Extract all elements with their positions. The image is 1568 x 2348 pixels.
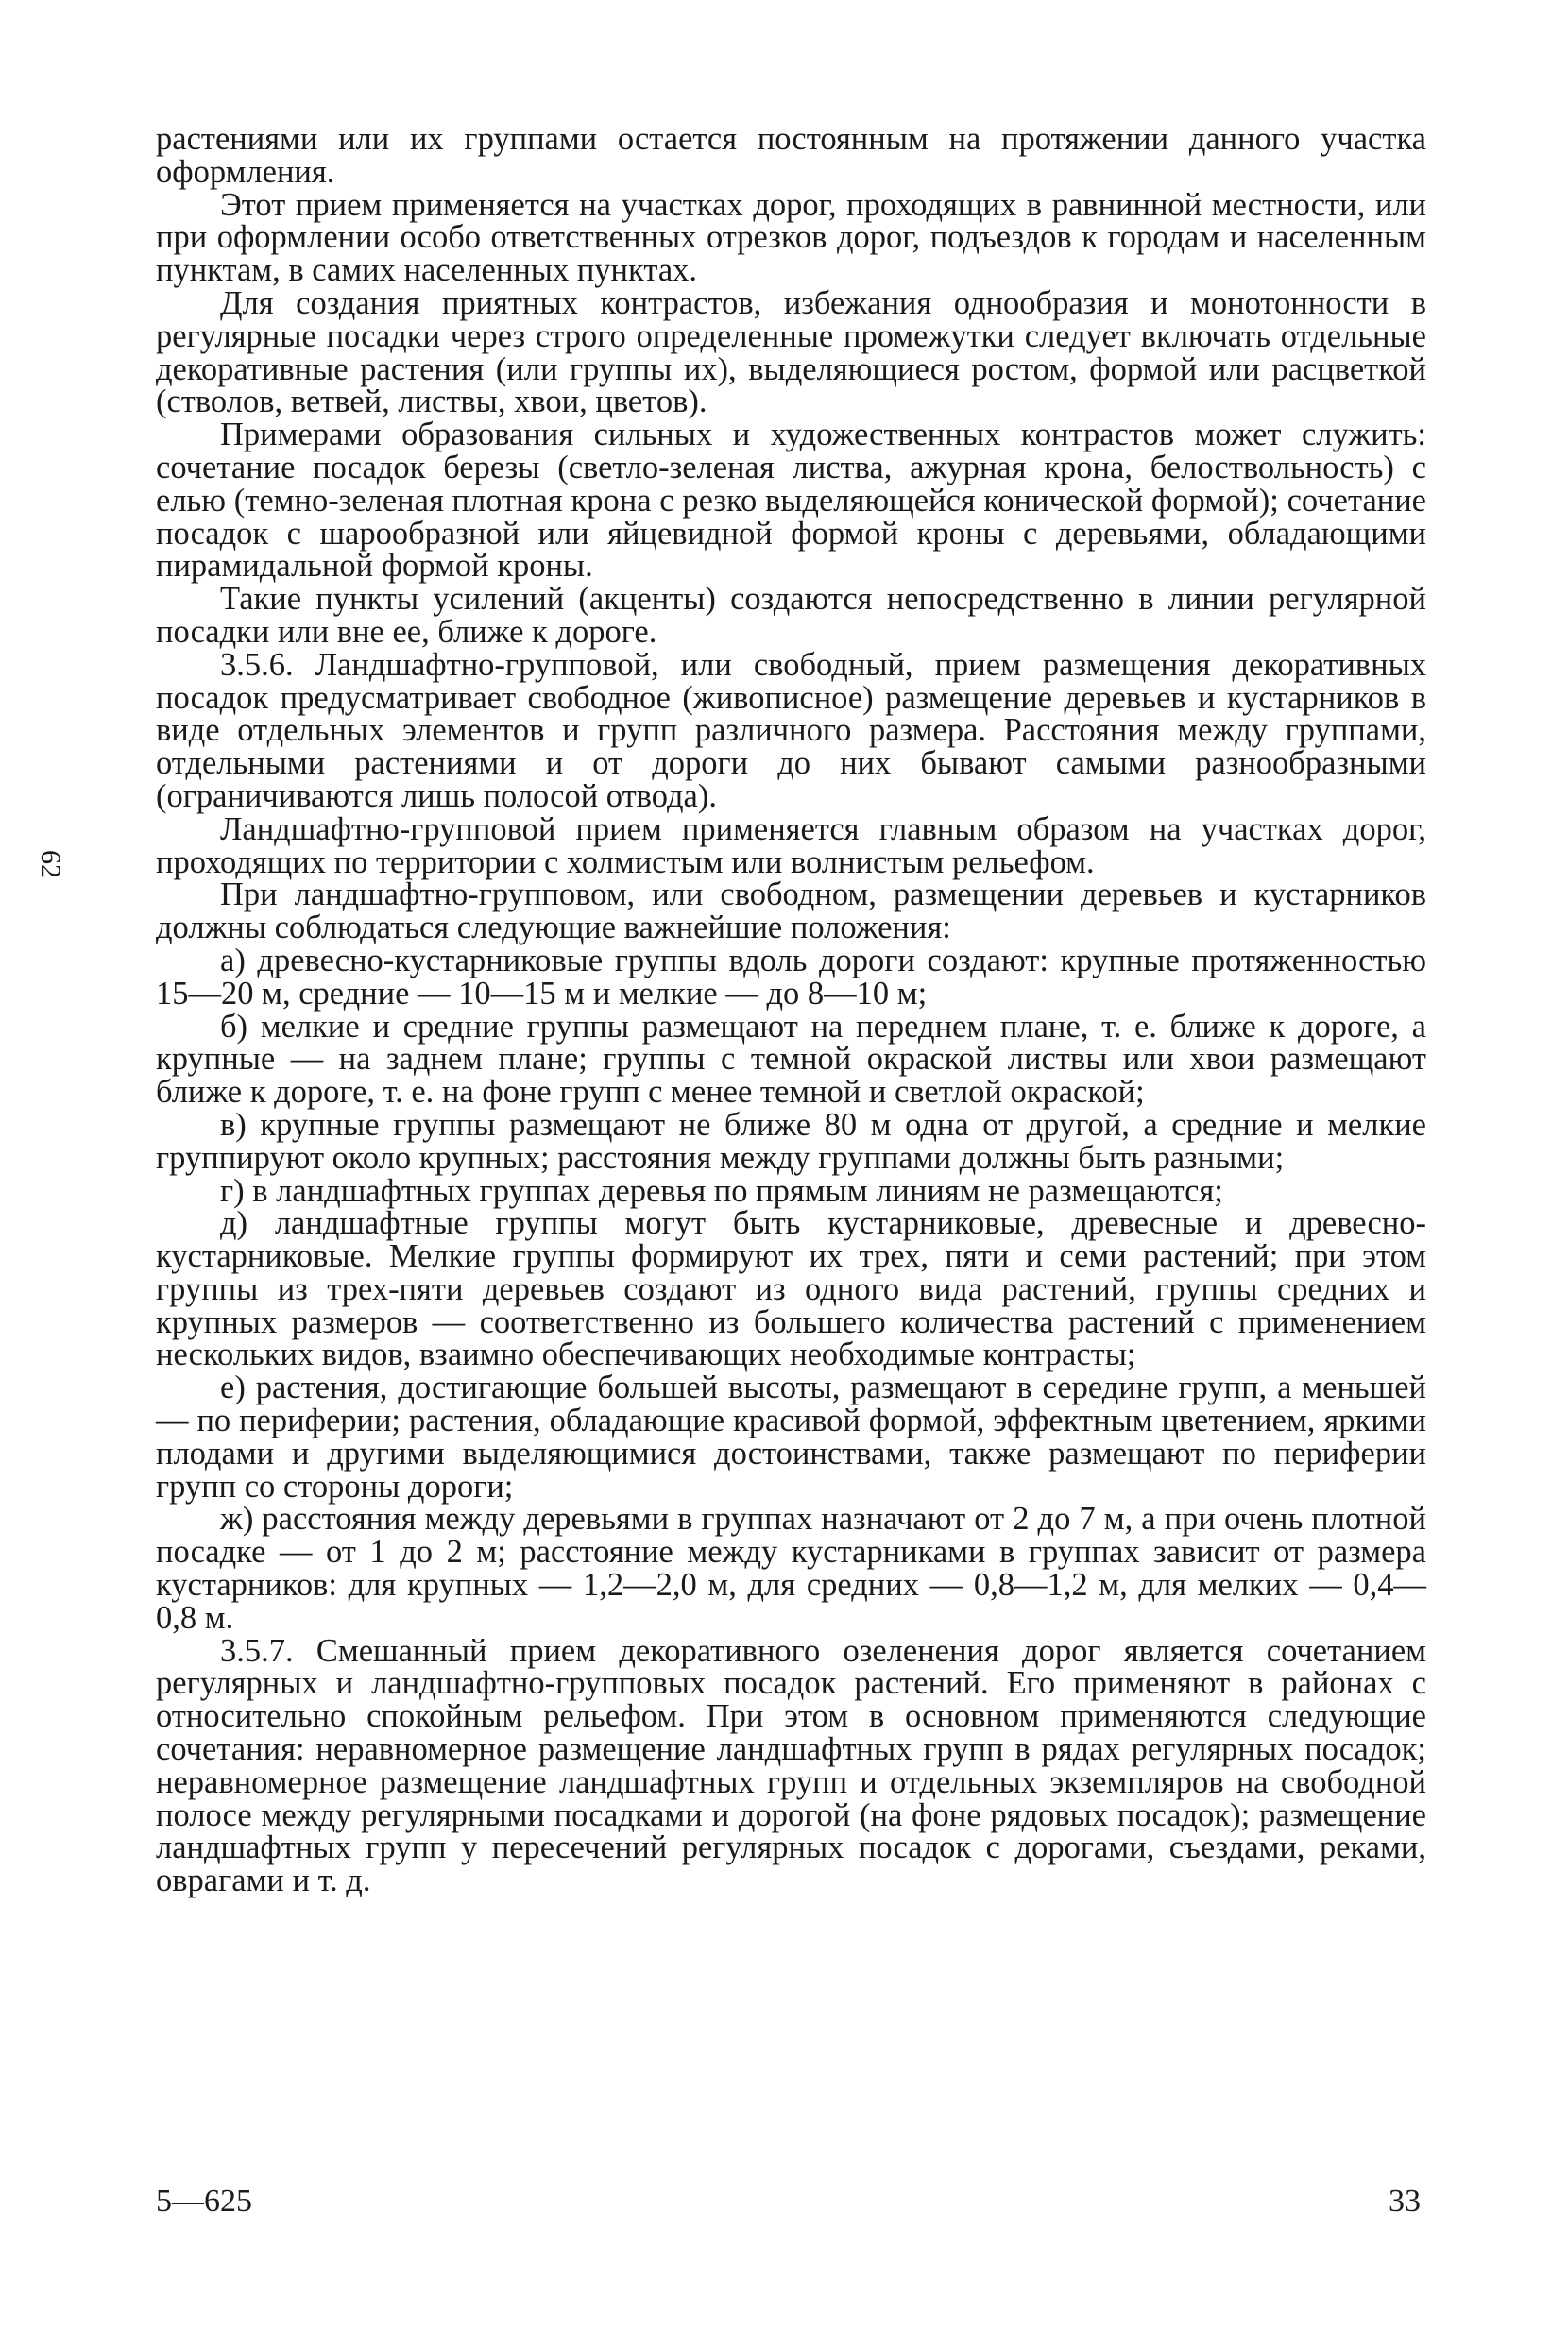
- page-number: 33: [1389, 2184, 1421, 2219]
- paragraph: 3.5.7. Смешанный прием декоративного озеленения дорог является сочетанием регулярных и ландшафтно-групповых посадок растений. Его применяют в районах с относительно спокойным рельефом. При этом в основном применяются следующие сочетания: неравномерное размещение ландшафтных групп в рядах регулярных посадок; неравномерное размещение ландшафтных групп и отдельных экземпляров на свободной полосе между регулярными посадками и дорогой (на фоне рядовых посадок); размещение ландшафтных групп у пересечений регулярных посадок с дорогами, съездами, реками, оврагами и т. д.: [156, 1632, 1426, 1899]
- paragraph: д) ландшафтные группы могут быть кустарниковые, древесные и древесно-кустарниковые. Мелкие группы формируют их трех, пяти и семи растений; при этом группы из трех-пяти деревьев создают из одного вида растений, группы средних и крупных размеров — соответственно из большего количества растений с применением нескольких видов, взаимно обеспечивающих необходимые контрасты;: [156, 1205, 1426, 1373]
- paragraph: в) крупные группы размещают не ближе 80 м одна от другой, а средние и мелкие группируют около крупных; расстояния между группами должны быть разными;: [156, 1106, 1426, 1176]
- paragraph: е) растения, достигающие большей высоты, размещают в середине групп, а меньшей — по периферии; растения, обладающие красивой формой, эффектным цветением, яркими плодами и другими выделяющимися достоинствами, также размещают по периферии групп со стороны дороги;: [156, 1370, 1426, 1505]
- paragraph: а) древесно-кустарниковые группы вдоль дороги создают: крупные протяженностью 15—20 м, средние — 10—15 м и мелкие — до 8—10 м;: [156, 942, 1426, 1012]
- paragraph: Примерами образования сильных и художественных контрастов может служить: сочетание посадок березы (светло-зеленая листва, ажурная крона, белоствольность) с елью (темно-зеленая плотная крона с резко выделяющейся конической формой); сочетание посадок с шарообразной или яйцевидной формой кроны с деревьями, обладающими пирамидальной формой кроны.: [156, 417, 1426, 585]
- body-text: [156, 123, 1426, 1897]
- paragraph: Такие пункты усилений (акценты) создаются непосредственно в линии регулярной посадки или вне ее, ближе к дороге.: [156, 581, 1426, 650]
- paragraph: Для создания приятных контрастов, избежания однообразия и монотонности в регулярные посадки через строго определенные промежутки следует включать отдельные декоративные растения (или группы их), выделяющиеся ростом, формой или расцветкой (стволов, ветвей, листвы, хвои, цветов).: [156, 284, 1426, 420]
- margin-page-number: 62: [35, 850, 66, 878]
- paragraph: При ландшафтно-групповом, или свободном, размещении деревьев и кустарников должны соблюдаться следующие важнейшие положения:: [156, 876, 1426, 946]
- paragraph: Ландшафтно-групповой прием применяется главным образом на участках дорог, проходящих по территории с холмистым или волнистым рельефом.: [156, 810, 1426, 880]
- paragraph: б) мелкие и средние группы размещают на переднем плане, т. е. ближе к дороге, а крупные — на заднем плане; группы с темной окраской листвы или хвои размещают ближе к дороге, т. е. на фоне групп с менее темной и светлой окраской;: [156, 1008, 1426, 1111]
- paragraph: растениями или их группами остается постоянным на протяжении данного участка оформления.: [156, 121, 1426, 190]
- paragraph: 3.5.6. Ландшафтно-групповой, или свободный, прием размещения декоративных посадок предусматривает свободное (живописное) размещение деревьев и кустарников в виде отдельных элементов и групп различного размера. Расстояния между группами, отдельными растениями и от дороги до них бывают самыми разнообразными (ограничиваются лишь полосой отвода).: [156, 646, 1426, 814]
- signature-mark: 5—625: [156, 2184, 252, 2219]
- paragraph: Этот прием применяется на участках дорог, проходящих в равнинной местности, или при оформлении особо ответственных отрезков дорог, подъездов к городам и населенным пунктам, в самих населенных пунктах.: [156, 186, 1426, 289]
- paragraph: ж) расстояния между деревьями в группах назначают от 2 до 7 м, а при очень плотной посадке — от 1 до 2 м; расстояние между кустарниками в группах зависит от размера кустарников: для крупных — 1,2—2,0 м, для средних — 0,8—1,2 м, для мелких — 0,4—0,8 м.: [156, 1501, 1426, 1636]
- paragraph: г) в ландшафтных группах деревья по прямым линиям не размещаются;: [220, 1172, 1223, 1209]
